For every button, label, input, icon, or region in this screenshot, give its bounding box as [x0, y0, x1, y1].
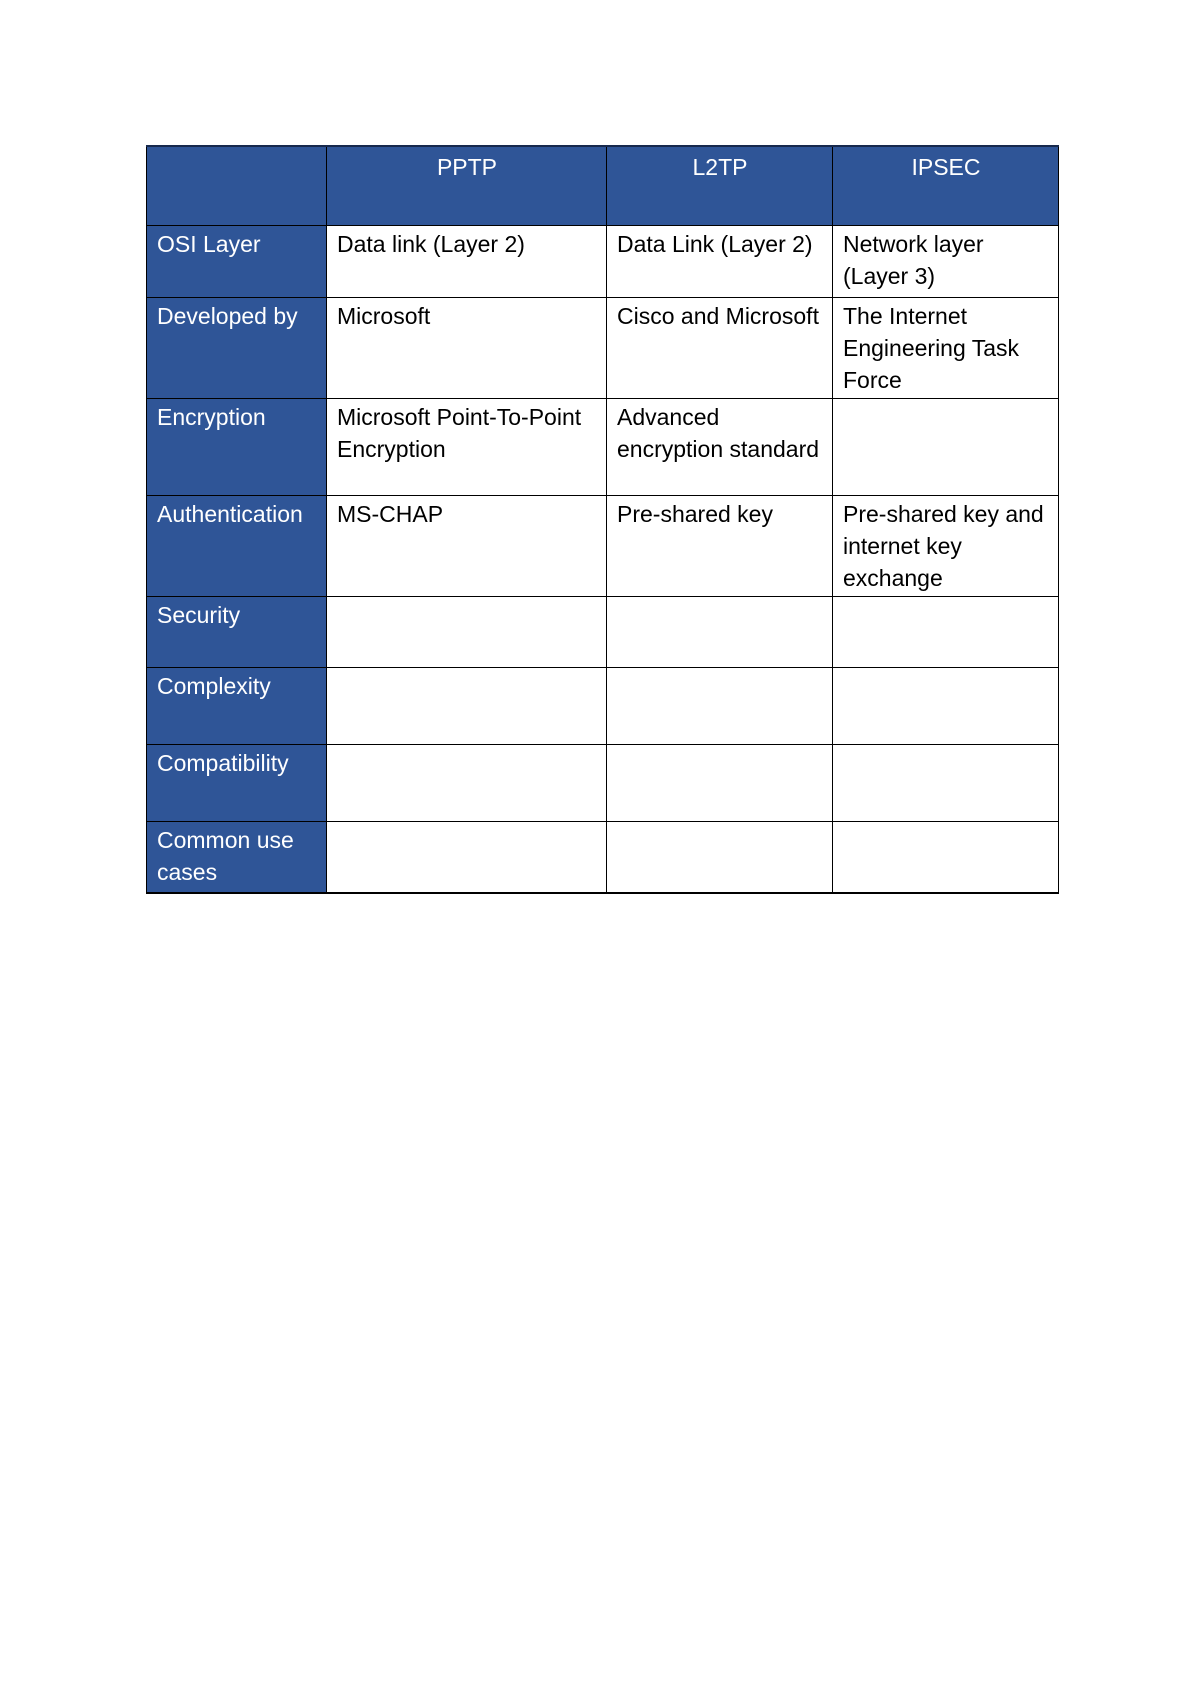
cell-authentication-ipsec: Pre-shared key and internet key exchange: [833, 496, 1059, 597]
cell-encryption-l2tp: Advanced encryption standard: [607, 399, 833, 496]
table-row: [147, 298, 1059, 399]
header-pptp: PPTP: [327, 146, 607, 226]
cell-compatibility-l2tp: [607, 745, 833, 822]
header-ipsec: IPSEC: [833, 146, 1059, 226]
table-row: [147, 668, 1059, 745]
cell-developed-ipsec: The Internet Engineering Task Force: [833, 298, 1059, 399]
cell-osi-l2tp: Data Link (Layer 2): [607, 226, 833, 298]
cell-authentication-pptp: MS-CHAP: [327, 496, 607, 597]
table-row: [147, 597, 1059, 668]
table-row: [147, 226, 1059, 298]
cell-osi-pptp: Data link (Layer 2): [327, 226, 607, 298]
row-label-developed-by: Developed by: [147, 298, 327, 399]
cell-complexity-ipsec: [833, 668, 1059, 745]
cell-authentication-l2tp: Pre-shared key: [607, 496, 833, 597]
cell-compatibility-ipsec: [833, 745, 1059, 822]
cell-use-cases-ipsec: [833, 822, 1059, 894]
cell-security-ipsec: [833, 597, 1059, 668]
row-label-encryption: Encryption: [147, 399, 327, 496]
row-label-common-use-cases: Common use cases: [147, 822, 327, 894]
cell-osi-ipsec: Network layer (Layer 3): [833, 226, 1059, 298]
cell-security-pptp: [327, 597, 607, 668]
cell-developed-l2tp: Cisco and Microsoft: [607, 298, 833, 399]
header-l2tp: L2TP: [607, 146, 833, 226]
cell-encryption-ipsec: [833, 399, 1059, 496]
table-row: [147, 822, 1059, 894]
row-label-compatibility: Compatibility: [147, 745, 327, 822]
cell-developed-pptp: Microsoft: [327, 298, 607, 399]
header-corner-cell: [147, 146, 327, 226]
vpn-comparison-table: [146, 145, 1059, 894]
cell-use-cases-l2tp: [607, 822, 833, 894]
cell-security-l2tp: [607, 597, 833, 668]
cell-use-cases-pptp: [327, 822, 607, 894]
table-row: [147, 496, 1059, 597]
row-label-security: Security: [147, 597, 327, 668]
cell-complexity-l2tp: [607, 668, 833, 745]
row-label-authentication: Authentication: [147, 496, 327, 597]
cell-compatibility-pptp: [327, 745, 607, 822]
row-label-complexity: Complexity: [147, 668, 327, 745]
row-label-osi-layer: OSI Layer: [147, 226, 327, 298]
cell-encryption-pptp: Microsoft Point-To-Point Encryption: [327, 399, 607, 496]
table-row: [147, 399, 1059, 496]
table-header-row: [147, 146, 1059, 226]
cell-complexity-pptp: [327, 668, 607, 745]
table-row: [147, 745, 1059, 822]
